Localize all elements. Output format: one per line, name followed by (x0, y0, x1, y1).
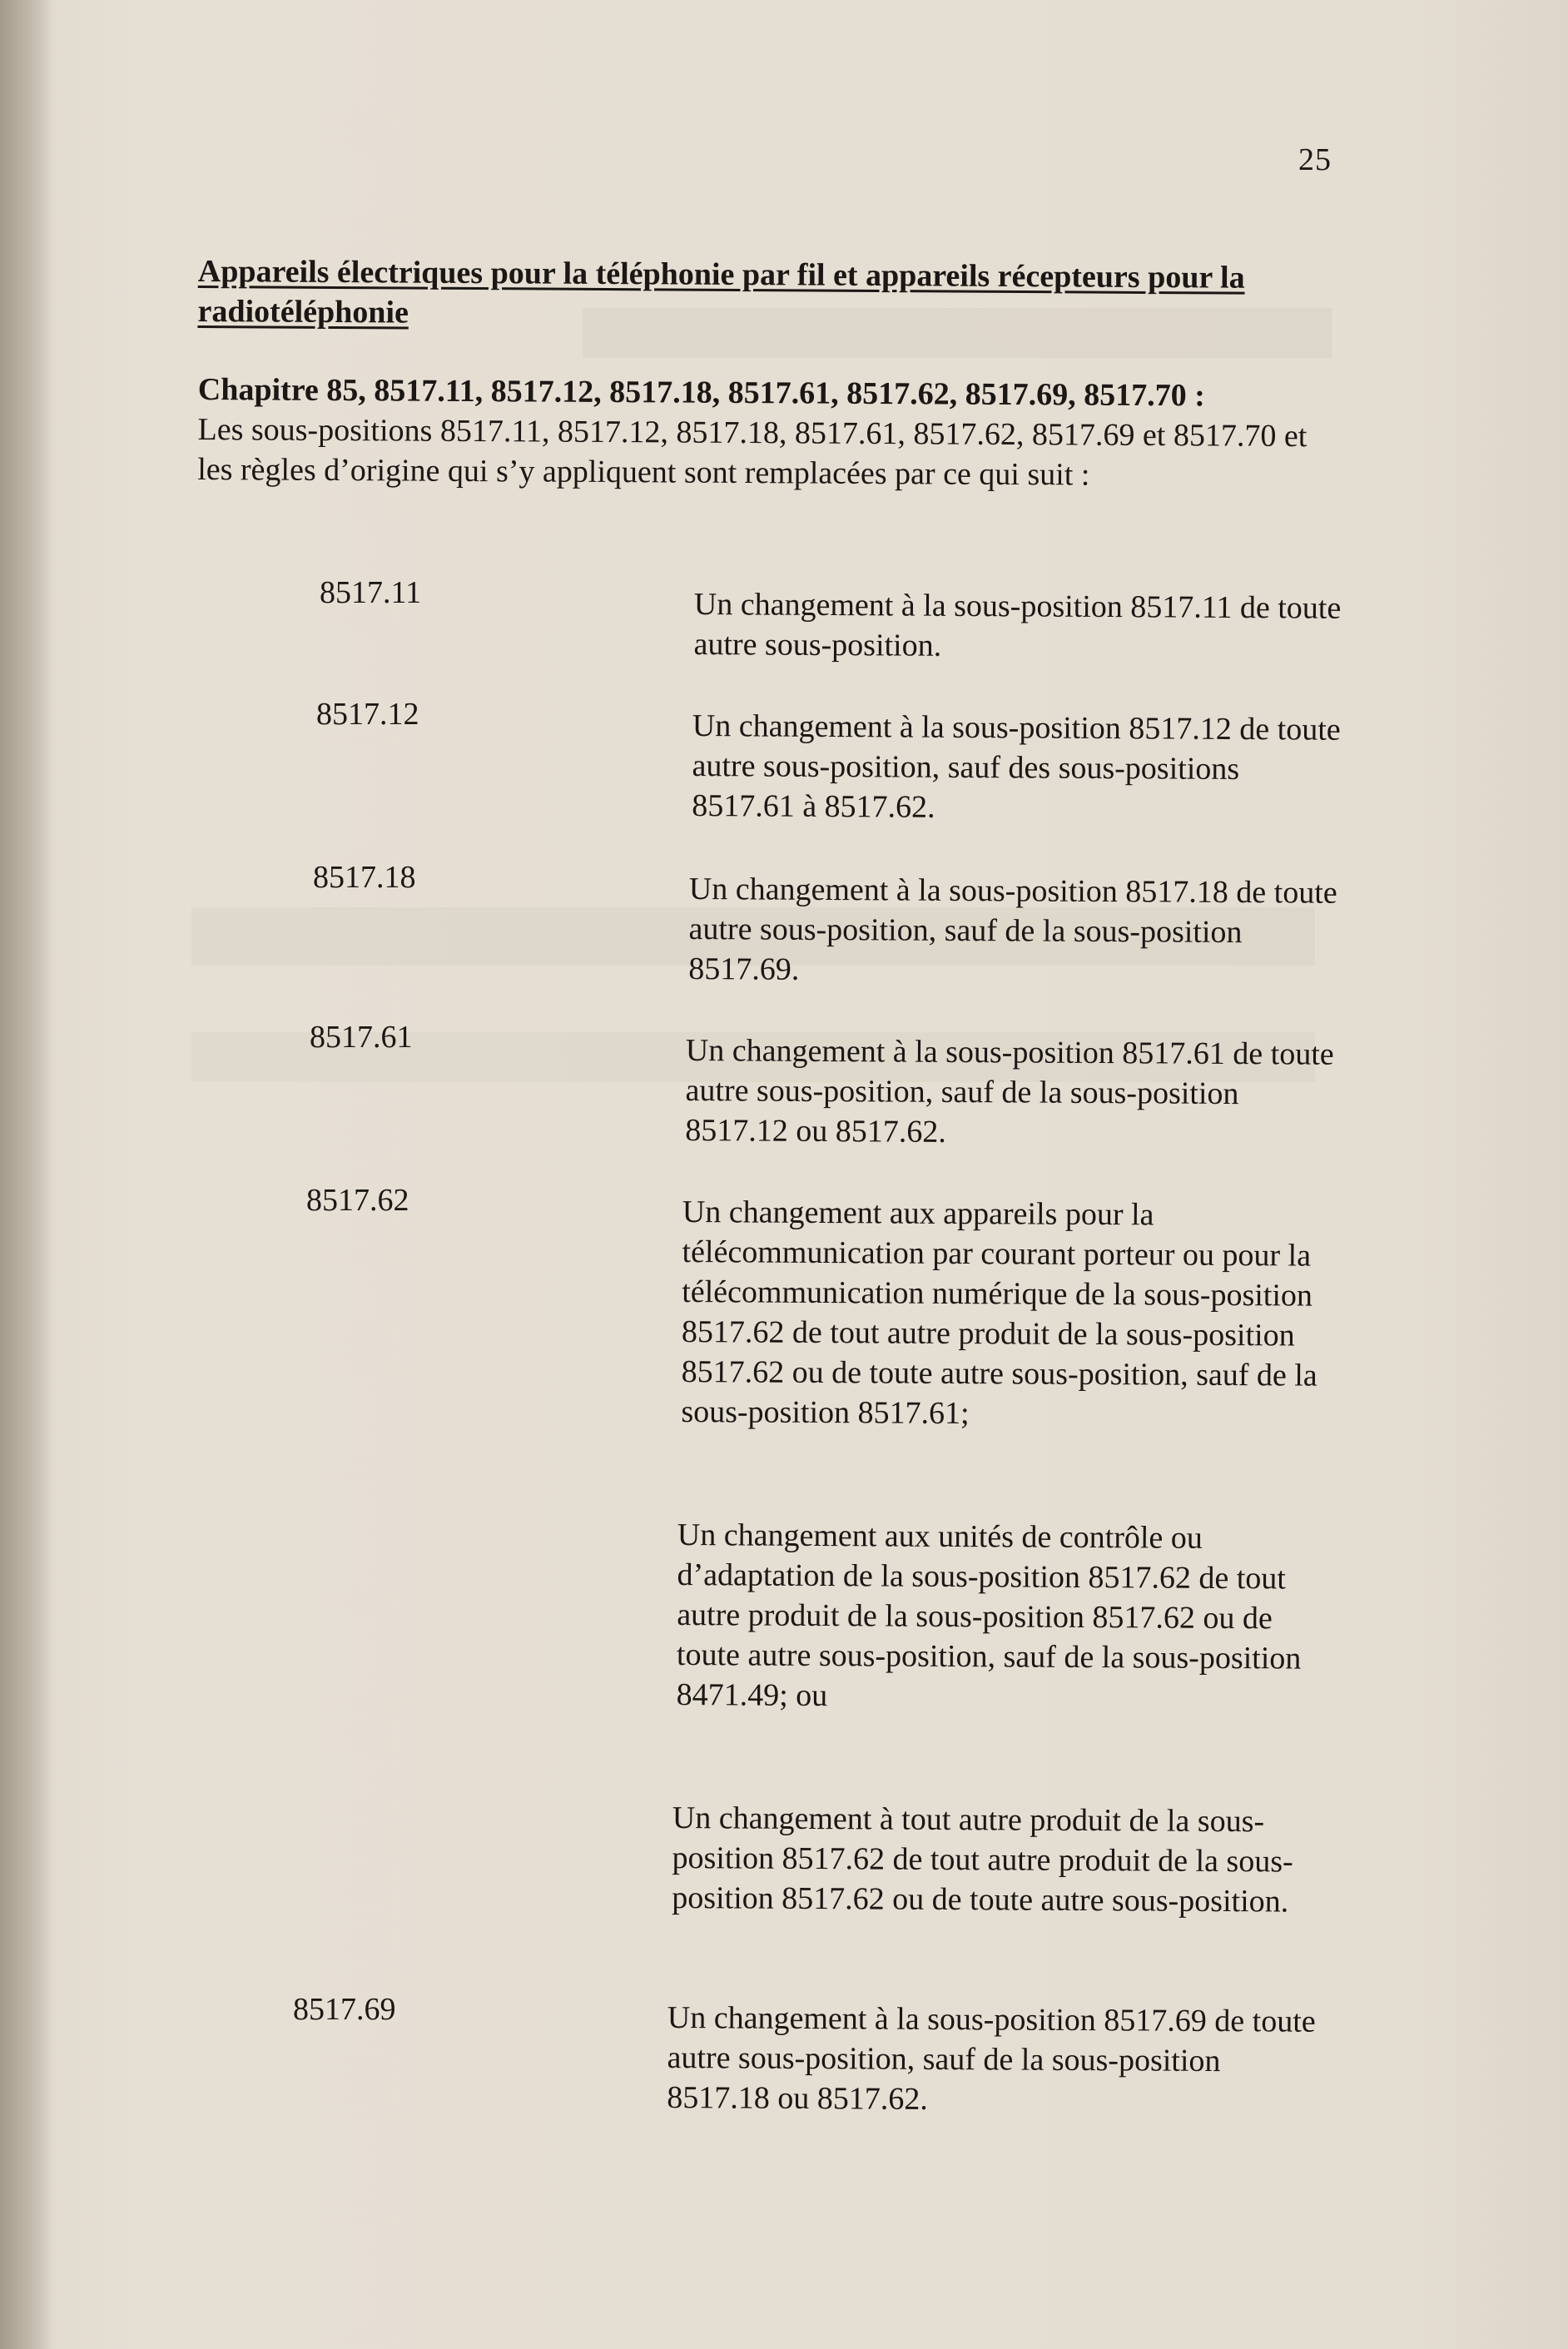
rule-text (677, 1515, 1310, 1719)
rule-paragraph: Un changement à la sous-position 8517.61 de toute autre sous-position, sauf de la sous-position 8517.12 ou 8517.62. (685, 1033, 1334, 1150)
page-number: 25 (1298, 142, 1332, 177)
chapter-body: Les sous-positions 8517.11, 8517.12, 8517.18, 8517.61, 8517.62, 8517.69 et 8517.70 et les règles d’origine qui s’y appliquent sont remplacées par ce qui suit : (197, 411, 1307, 493)
rule-paragraph: Un changement à la sous-position 8517.12 de toute autre sous-position, sauf des sous-positions 8517.61 à 8517.62. (692, 708, 1341, 825)
section-heading: Appareils électriques pour la téléphonie par fil et appareils récepteurs pour la radiotéléphonie (197, 253, 1245, 330)
rule-paragraph: Un changement à la sous-position 8517.69 de toute autre sous-position, sauf de la sous-position 8517.18 ou 8517.62. (667, 2000, 1316, 2117)
rule-paragraph: Un changement aux appareils pour la télécommunication par courant porteur ou pour la télécommunication numérique de la sous-position 8517.62 de tout autre produit de la sous-position 8517.62 ou de toute autre sous-position, sauf de la sous-position 8517.61; (681, 1194, 1317, 1432)
chapter-block (197, 370, 1330, 496)
rule-paragraph: Un changement aux unités de contrôle ou d’adaptation de la sous-position 8517.62 de tout autre produit de la sous-position 8517.62 ou de toute autre sous-position, sauf de la sous-position 8471.49; ou (676, 1517, 1302, 1714)
rule-paragraph: Un changement à la sous-position 8517.11 de toute autre sous-position. (693, 586, 1342, 663)
rule-text (685, 1030, 1343, 1155)
rule-code: 8517.61 (310, 1020, 413, 1055)
rule-text (688, 869, 1347, 993)
rule-text (693, 584, 1352, 668)
rule-paragraph: Un changement à tout autre produit de la sous-position 8517.62 de tout autre produit de la sous-position 8517.62 ou de toute autre sous-position. (672, 1800, 1293, 1919)
rule-code: 8517.62 (306, 1183, 409, 1218)
chapter-title: Chapitre 85, 8517.11, 8517.12, 8517.18, 8517.61, 8517.62, 8517.69, 8517.70 : (197, 371, 1205, 414)
rule-text (692, 706, 1350, 830)
rule-text (681, 1192, 1348, 1436)
rule-text (667, 1998, 1325, 2122)
rule-code: 8517.69 (293, 1992, 396, 2027)
rule-code: 8517.12 (316, 697, 419, 732)
rule-code: 8517.18 (313, 860, 416, 895)
rule-code: 8517.11 (320, 575, 422, 610)
rule-text (672, 1798, 1322, 1922)
rule-paragraph: Un changement à la sous-position 8517.18 de toute autre sous-position, sauf de la sous-position 8517.69. (688, 872, 1337, 987)
binding-shadow (0, 0, 52, 2349)
